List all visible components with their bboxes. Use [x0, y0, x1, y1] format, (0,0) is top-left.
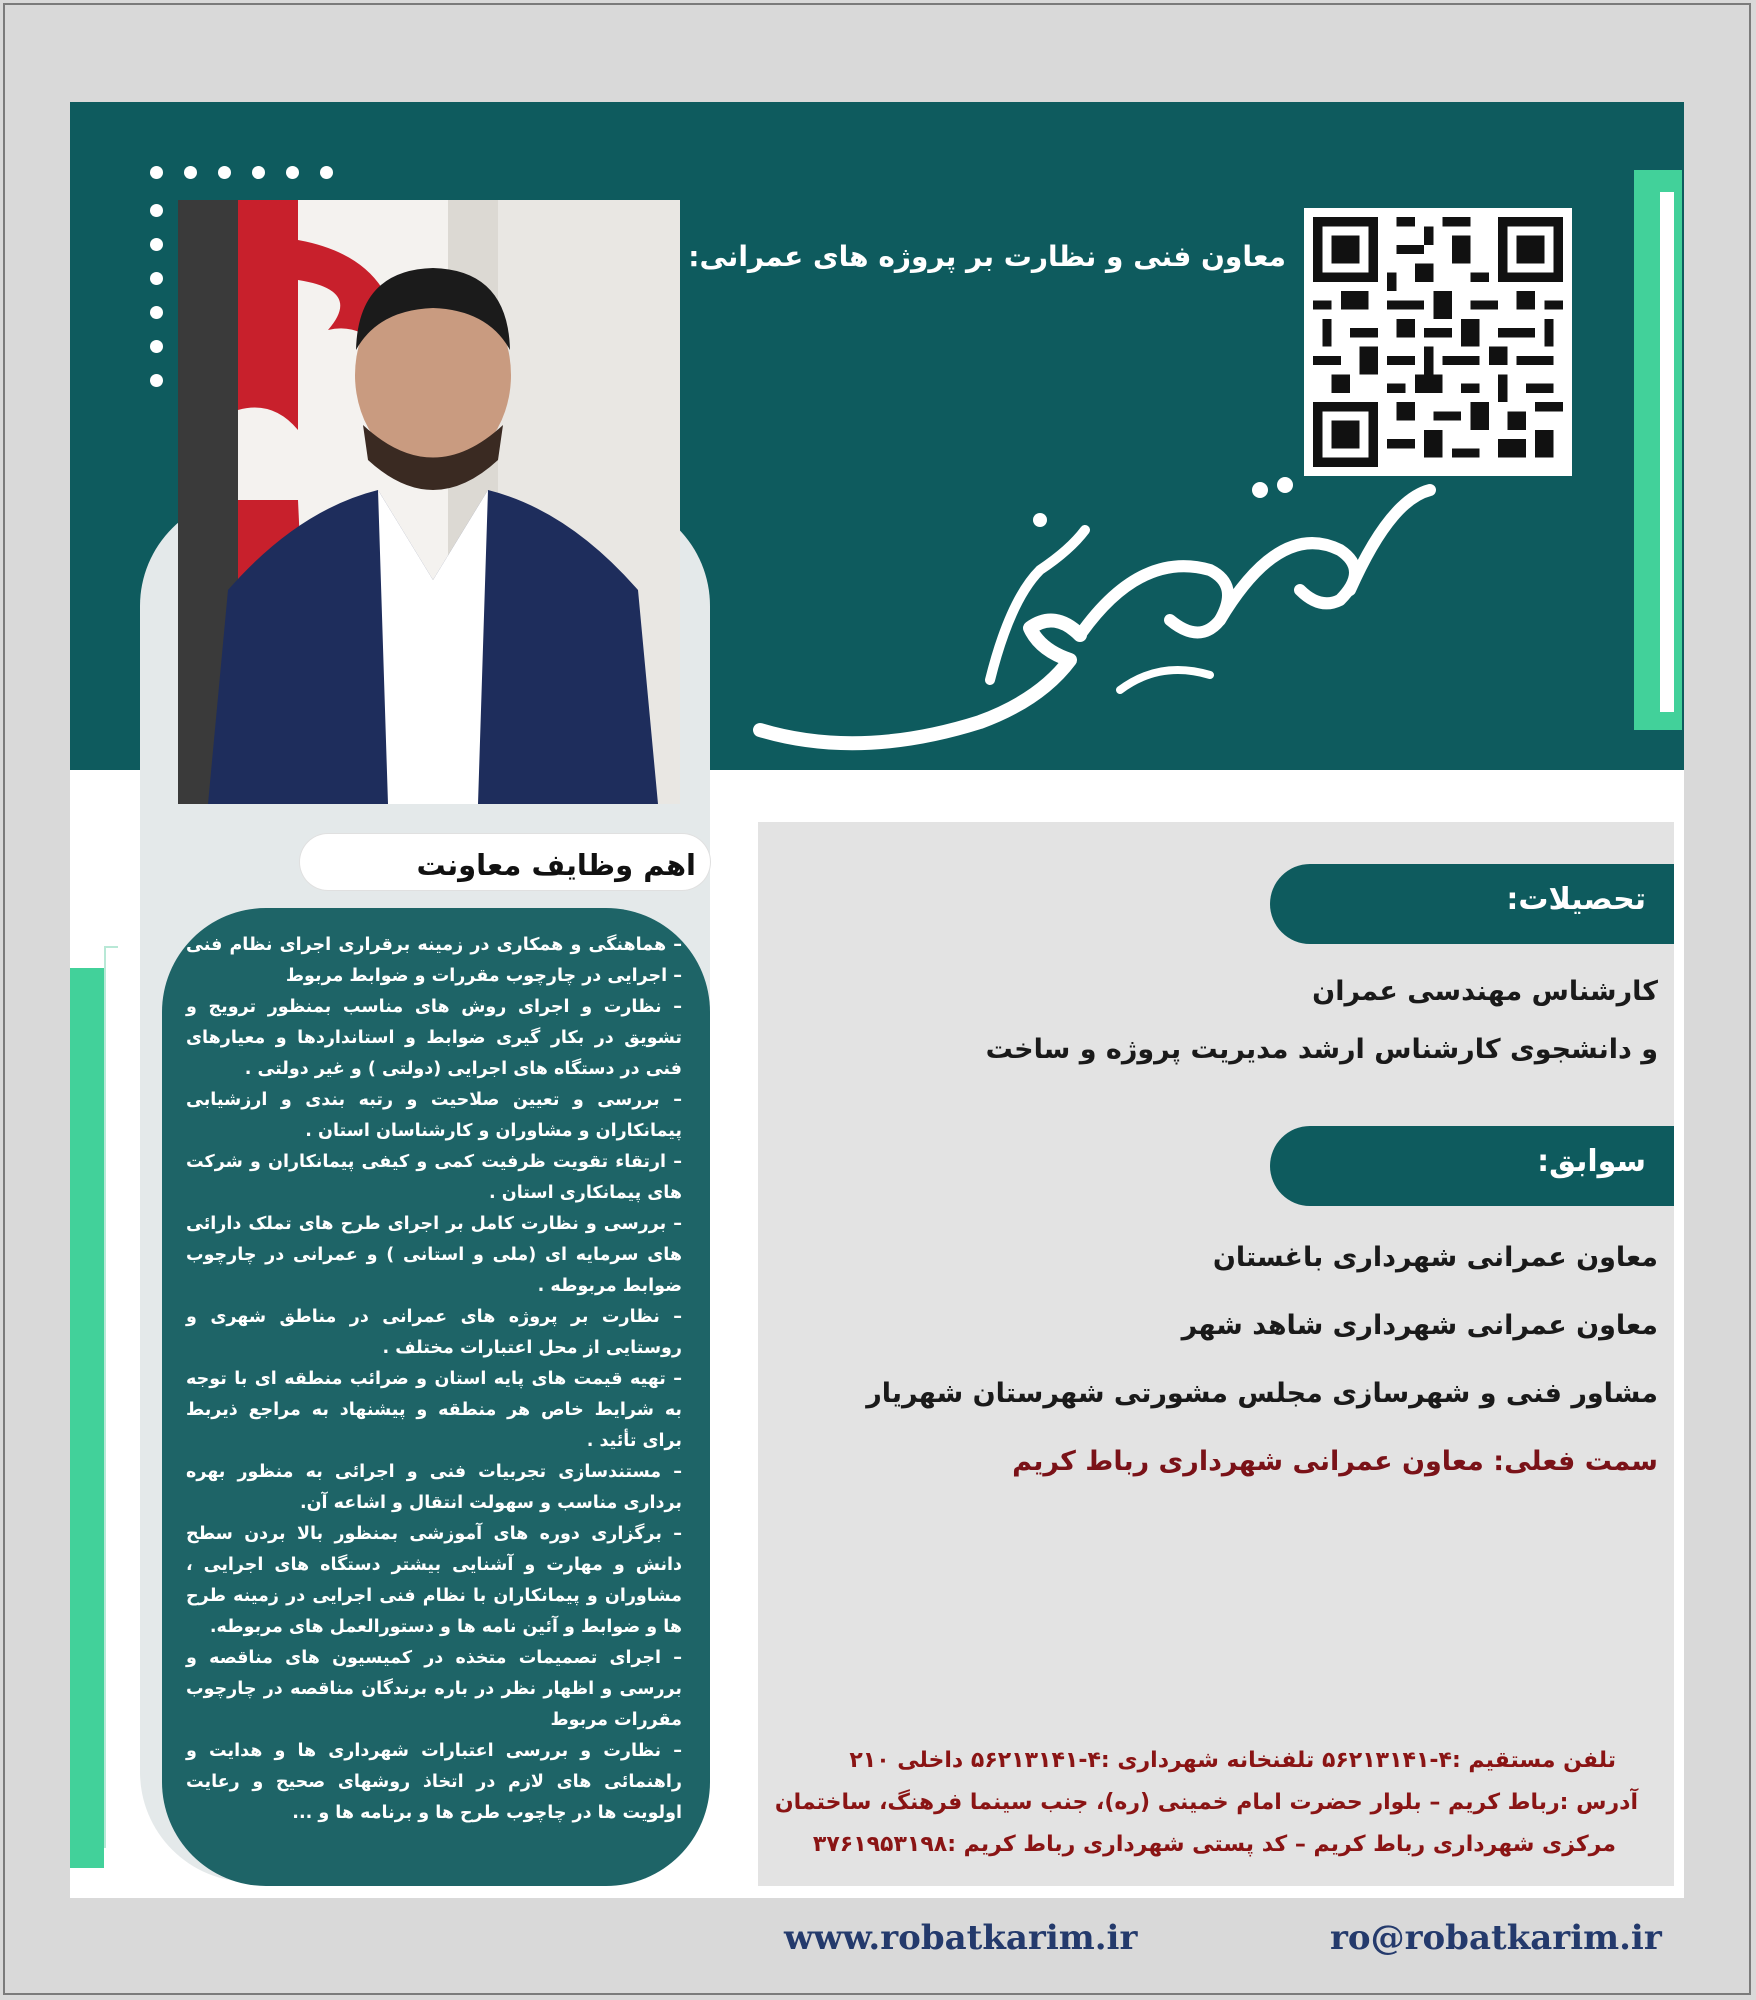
record-line: مشاور فنی و شهرسازی مجلس مشورتی شهرستان شهریار [866, 1378, 1658, 1409]
signature-name [740, 460, 1460, 760]
task-item: – هماهنگی و همکاری در زمینه برقراری اجرای نظام فنی – اجرایی در چارچوب مقررات و ضوابط مربوط [186, 930, 682, 992]
portrait-photo [178, 200, 680, 804]
record-line: معاون عمرانی شهرداری شاهد شهر [1181, 1310, 1658, 1341]
task-item: – نظارت و اجرای روش های مناسب بمنظور ترویج و تشویق در بکار گیری ضوابط و استانداردها و معیارهای فنی در دستگاه های اجرایی (دولتی ) و غیر دولتی . [186, 992, 682, 1085]
current-position [798, 1446, 1658, 1477]
accent-stripe-right [1634, 170, 1682, 730]
accent-stripe-left [70, 968, 104, 1868]
task-item: – ارتقاء تقویت ظرفیت کمی و کیفی پیمانکاران و شرکت های پیمانکاری استان . [186, 1147, 682, 1209]
decorative-dots-column [150, 204, 164, 424]
tasks-list [162, 908, 710, 1829]
accent-outline-left [104, 946, 118, 1848]
qr-code[interactable] [1304, 208, 1572, 476]
education-line: و دانشجوی کارشناس ارشد مدیریت پروژه و ساخت [985, 1034, 1658, 1065]
education-line: کارشناس مهندسی عمران [1312, 976, 1658, 1007]
task-item: – نظارت و بررسی اعتبارات شهرداری ها و هدایت و راهنمائی های لازم در اتخاذ روشهای صحیح و رعایت اولویت ها در چاچوب طرح ها و برنامه ها و ... [186, 1736, 682, 1829]
job-title: معاون فنی و نظارت بر پروژه های عمرانی: [688, 240, 1286, 273]
decorative-dots-row [150, 166, 350, 180]
contact-address: آدرس :رباط کریم – بلوار حضرت امام خمینی (ره)، جنب سینما فرهنگ، ساختمان [774, 1790, 1638, 1815]
tasks-heading: اهم وظایف معاونت [416, 848, 696, 882]
website-link[interactable]: www.robatkarim.ir [784, 1918, 1138, 1958]
contact-postal: مرکزی شهرداری رباط کریم – کد پستی شهرداری رباط کریم :۳۷۶۱۹۵۳۱۹۸ [812, 1832, 1616, 1857]
task-item: – بررسی و تعیین صلاحیت و رتبه بندی و ارزشیابی پیمانکاران و مشاوران و کارشناسان استان . [186, 1085, 682, 1147]
current-position-label: سمت فعلی: [1493, 1446, 1658, 1477]
task-item: – بررسی و نظارت کامل بر اجرای طرح های تملک دارائی های سرمایه ای (ملی و استانی ) و عمرانی در چارچوب ضوابط مربوطه . [186, 1209, 682, 1302]
task-item: – اجرای تصمیمات متخذه در کمیسیون های مناقصه و بررسی و اظهار نظر در باره برندگان مناقصه در چارچوب مقررات مربوط [186, 1643, 682, 1736]
tasks-list-box [162, 908, 710, 1886]
records-heading: سوابق: [1537, 1144, 1646, 1179]
record-line: معاون عمرانی شهرداری باغستان [1212, 1242, 1658, 1273]
contact-phones: تلفن مستقیم :۴-۵۶۲۱۳۱۴۱ تلفنخانه شهرداری :۴-۵۶۲۱۳۱۴۱ داخلی ۲۱۰ [849, 1748, 1616, 1773]
email-link[interactable]: ro@robatkarim.ir [1330, 1918, 1662, 1958]
task-item: – مستندسازی تجربیات فنی و اجرائی به منظور بهره برداری مناسب و سهولت انتقال و اشاعه آن. [186, 1457, 682, 1519]
task-item: – نظارت بر پروژه های عمرانی در مناطق شهری و روستایی از محل اعتبارات مختلف . [186, 1302, 682, 1364]
task-item: – برگزاری دوره های آموزشی بمنظور بالا بردن سطح دانش و مهارت و آشنایی بیشتر دستگاه های اجرایی ، مشاوران و پیمانکاران با نظام فنی اجرایی در زمینه طرح ها و ضوابط و آئین نامه ها و دستورالعمل های مربوطه. [186, 1519, 682, 1643]
education-heading: تحصیلات: [1506, 882, 1646, 917]
current-position-value: معاون عمرانی شهرداری رباط کریم [1012, 1446, 1484, 1477]
accent-stripe-right-inner [1660, 192, 1674, 712]
task-item: – تهیه قیمت های پایه استان و ضرائب منطقه ای با توجه به شرایط خاص هر منطقه و پیشنهاد به مراجع ذیربط برای تأئید . [186, 1364, 682, 1457]
